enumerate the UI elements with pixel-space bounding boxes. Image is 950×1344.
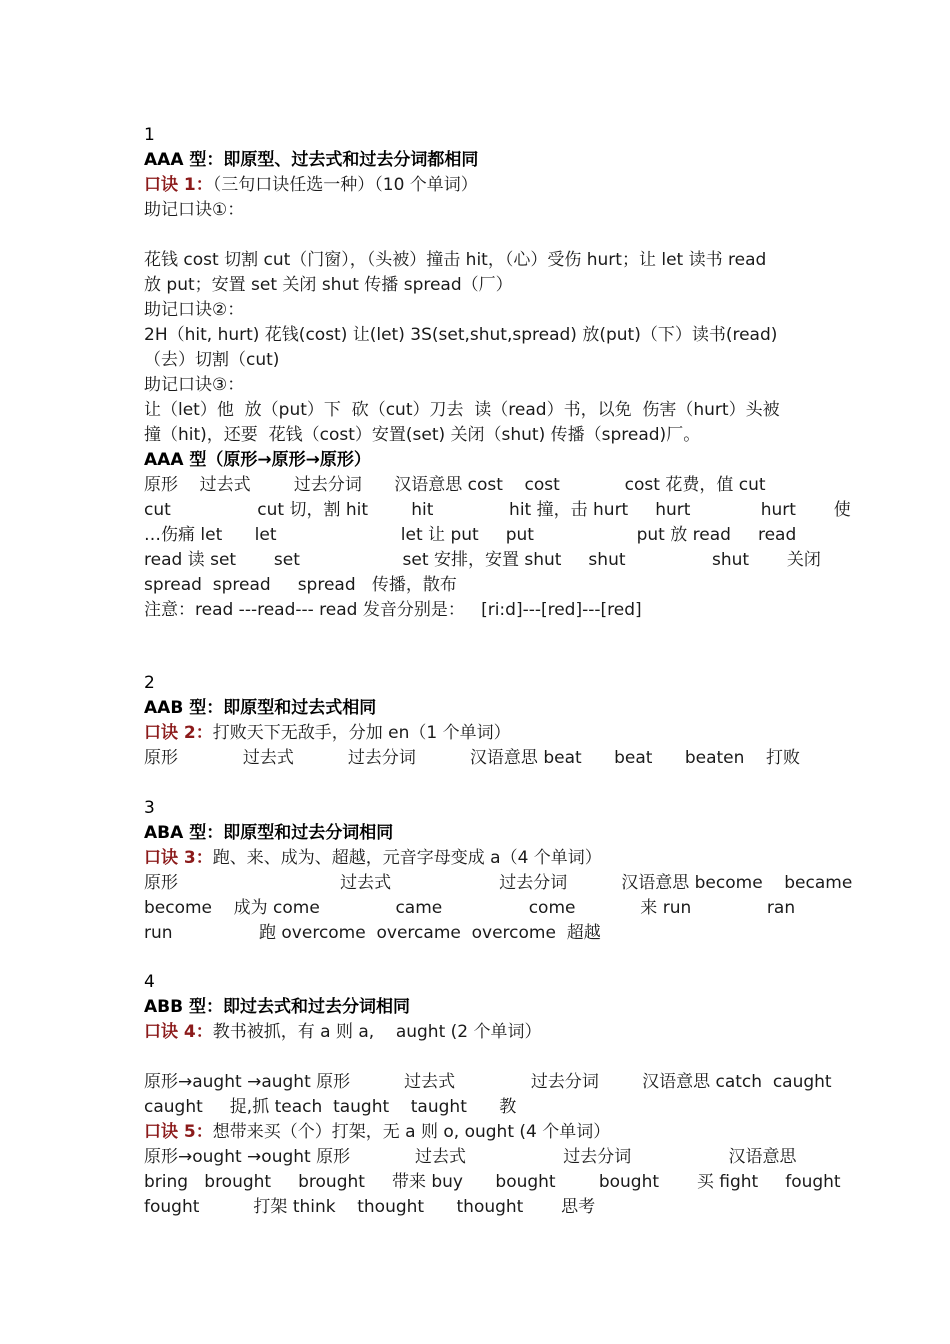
mnemonic-line	[144, 173, 478, 198]
note-line: 注意：read ---read--- read 发音分别是： [ri:d]---[red]---[red]	[144, 600, 642, 620]
section-number: 2	[144, 673, 155, 693]
section-number: 1	[144, 125, 155, 145]
mnemonic-text: 跑、来、成为、超越，元音字母变成 a（4 个单词）	[212, 848, 602, 868]
table-row: fought 打架 think thought thought 思考	[144, 1197, 596, 1217]
mnemonic-label: 口诀 3：	[144, 848, 213, 868]
mnemonic-label: 口诀 5：	[144, 1122, 213, 1142]
table-row: …伤痛 let let let 让 put put put 放 read read	[144, 525, 797, 545]
table-row: run 跑 overcome overcame overcome 超越	[144, 923, 601, 943]
table-row: become 成为 come came come 来 run ran	[144, 898, 796, 918]
text-line: 让（let）他 放（put）下 砍（cut）刀去 读（read）书，以免 伤害（hurt）头被	[144, 400, 780, 420]
section-title: AAB 型：即原型和过去式相同	[144, 698, 377, 718]
text-line: 花钱 cost 切割 cut（门窗），（头被）撞击 hit，（心）受伤 hurt；让 let 读书 read	[144, 250, 767, 270]
mnemonic-line	[144, 1020, 542, 1045]
section-title: ABB 型：即过去式和过去分词相同	[144, 997, 410, 1017]
table-row: cut cut 切，割 hit hit hit 撞，击 hurt hurt hurt 使	[144, 500, 851, 520]
table-row: 原形 过去式 过去分词 汉语意思 become became	[144, 873, 853, 893]
table-row: 原形 过去式 过去分词 汉语意思 beat beat beaten 打败	[144, 748, 801, 768]
text-line: 助记口诀③：	[144, 375, 245, 395]
text-line: 撞（hit)，还要 花钱（cost）安置(set) 关闭（shut) 传播（spread)厂。	[144, 425, 701, 445]
table-row: bring brought brought 带来 buy bought bought 买 fight fought	[144, 1172, 841, 1192]
section-number: 4	[144, 972, 155, 992]
section-number: 3	[144, 798, 155, 818]
text-line: 2H（hit, hurt) 花钱(cost) 让(let) 3S(set,shut,spread) 放(put)（下）读书(read)	[144, 325, 778, 345]
mnemonic-label: 口诀 1：	[144, 175, 213, 195]
mnemonic-line	[144, 846, 602, 871]
section-title: ABA 型：即原型和过去分词相同	[144, 823, 394, 843]
section-title: AAA 型：即原型、过去式和过去分词都相同	[144, 150, 479, 170]
mnemonic-text: 想带来买（个）打架，无 a 则 o, ought (4 个单词）	[212, 1122, 611, 1142]
table-row: caught 捉,抓 teach taught taught 教	[144, 1097, 517, 1117]
mnemonic-text: （三句口诀任选一种）（10 个单词）	[212, 175, 478, 195]
mnemonic-label: 口诀 2：	[144, 723, 213, 743]
text-line: 放 put；安置 set 关闭 shut 传播 spread（厂）	[144, 275, 513, 295]
table-row: 原形→aught →aught 原形 过去式 过去分词 汉语意思 catch caught	[144, 1072, 832, 1092]
table-row: 原形→ought →ought 原形 过去式 过去分词 汉语意思	[144, 1147, 797, 1167]
mnemonic-text: 教书被抓，有 a 则 a, aught (2 个单词）	[212, 1022, 542, 1042]
text-line: 助记口诀②：	[144, 300, 245, 320]
mnemonic-line	[144, 721, 511, 746]
table-row: spread spread spread 传播，散布	[144, 575, 457, 595]
table-row: 原形 过去式 过去分词 汉语意思 cost cost cost 花费，值 cut	[144, 475, 766, 495]
table-row: read 读 set set set 安排，安置 shut shut shut 关闭	[144, 550, 821, 570]
text-line: （去）切割（cut)	[144, 350, 280, 370]
mnemonic-text: 打败天下无敌手，分加 en（1 个单词）	[212, 723, 511, 743]
text-line: 助记口诀①：	[144, 200, 245, 220]
mnemonic-line	[144, 1120, 610, 1145]
mnemonic-label: 口诀 4：	[144, 1022, 213, 1042]
subtitle: AAA 型（原形→原形→原形）	[144, 450, 371, 470]
